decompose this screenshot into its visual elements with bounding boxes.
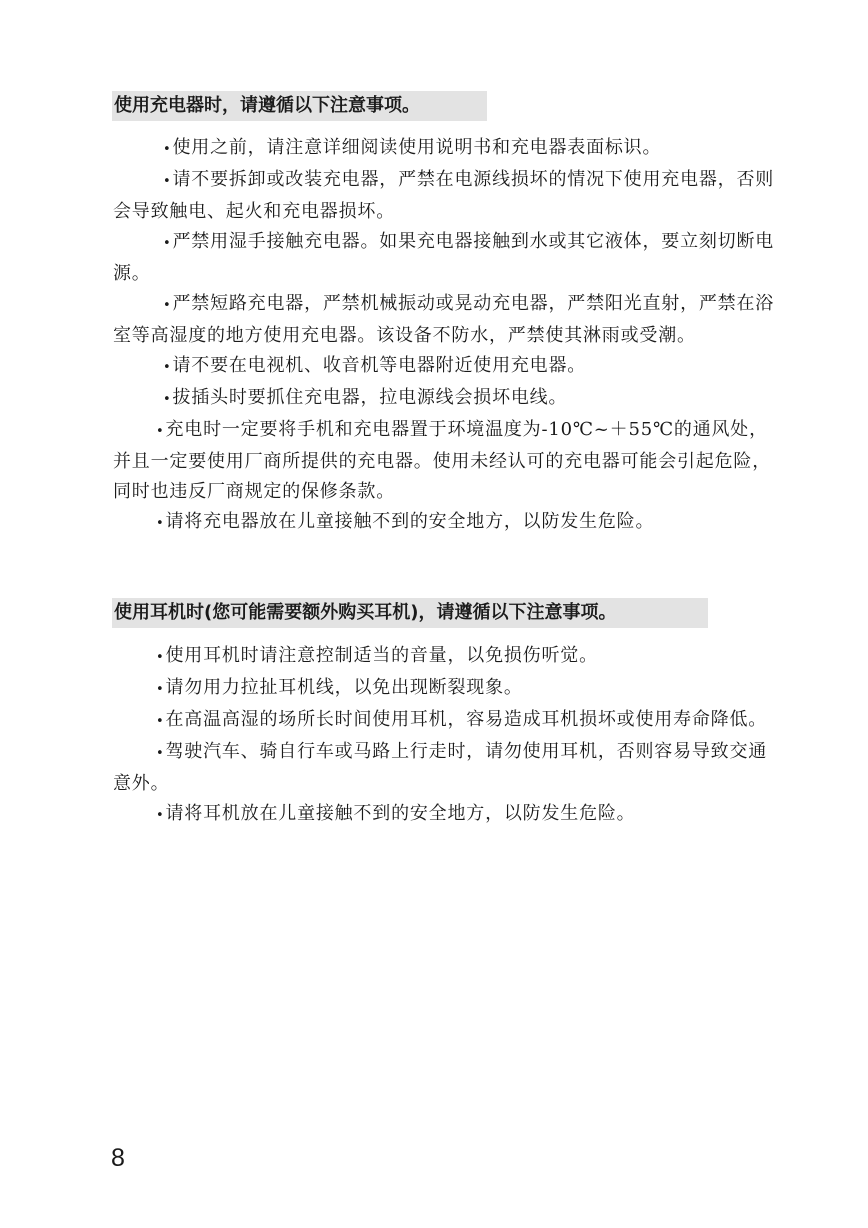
list-item: • 使用耳机时请注意控制适当的音量，以免损伤听觉。: [113, 641, 785, 673]
list-item: • 驾驶汽车、骑自行车或马路上行走时，请勿使用耳机，否则容易导致交通意外。: [113, 737, 785, 799]
list-item: • 请将充电器放在儿童接触不到的安全地方，以防发生危险。: [113, 507, 785, 539]
list-item: • 拔插头时要抓住充电器，拉电源线会损坏电线。: [113, 383, 785, 415]
list-item: • 使用之前，请注意详细阅读使用说明书和充电器表面标识。: [113, 133, 785, 165]
earphone-precautions-list: [113, 641, 785, 831]
list-item: • 请将耳机放在儿童接触不到的安全地方，以防发生危险。: [113, 799, 785, 831]
page-number: 8: [111, 1144, 125, 1172]
list-item: • 严禁用湿手接触充电器。如果充电器接触到水或其它液体，要立刻切断电源。: [113, 227, 785, 289]
list-item: • 请勿用力拉扯耳机线，以免出现断裂现象。: [113, 673, 785, 705]
list-item: • 请不要在电视机、收音机等电器附近使用充电器。: [113, 351, 785, 383]
list-item: • 严禁短路充电器，严禁机械振动或晃动充电器，严禁阳光直射，严禁在浴室等高湿度的地方使用充电器。该设备不防水，严禁使其淋雨或受潮。: [113, 289, 785, 351]
list-item: • 在高温高湿的场所长时间使用耳机，容易造成耳机损坏或使用寿命降低。: [113, 705, 785, 737]
list-item: • 请不要拆卸或改装充电器，严禁在电源线损坏的情况下使用充电器，否则会导致触电、起火和充电器损坏。: [113, 165, 785, 227]
charger-precautions-list: [113, 133, 785, 539]
list-item: • 充电时一定要将手机和充电器置于环境温度为-10℃~＋55℃的通风处，并且一定要使用厂商所提供的充电器。使用未经认可的充电器可能会引起危险，同时也违反厂商规定的保修条款。: [113, 415, 785, 507]
charger-section-heading: 使用充电器时，请遵循以下注意事项。: [112, 91, 487, 121]
earphone-section-heading: 使用耳机时(您可能需要额外购买耳机)，请遵循以下注意事项。: [112, 598, 708, 628]
